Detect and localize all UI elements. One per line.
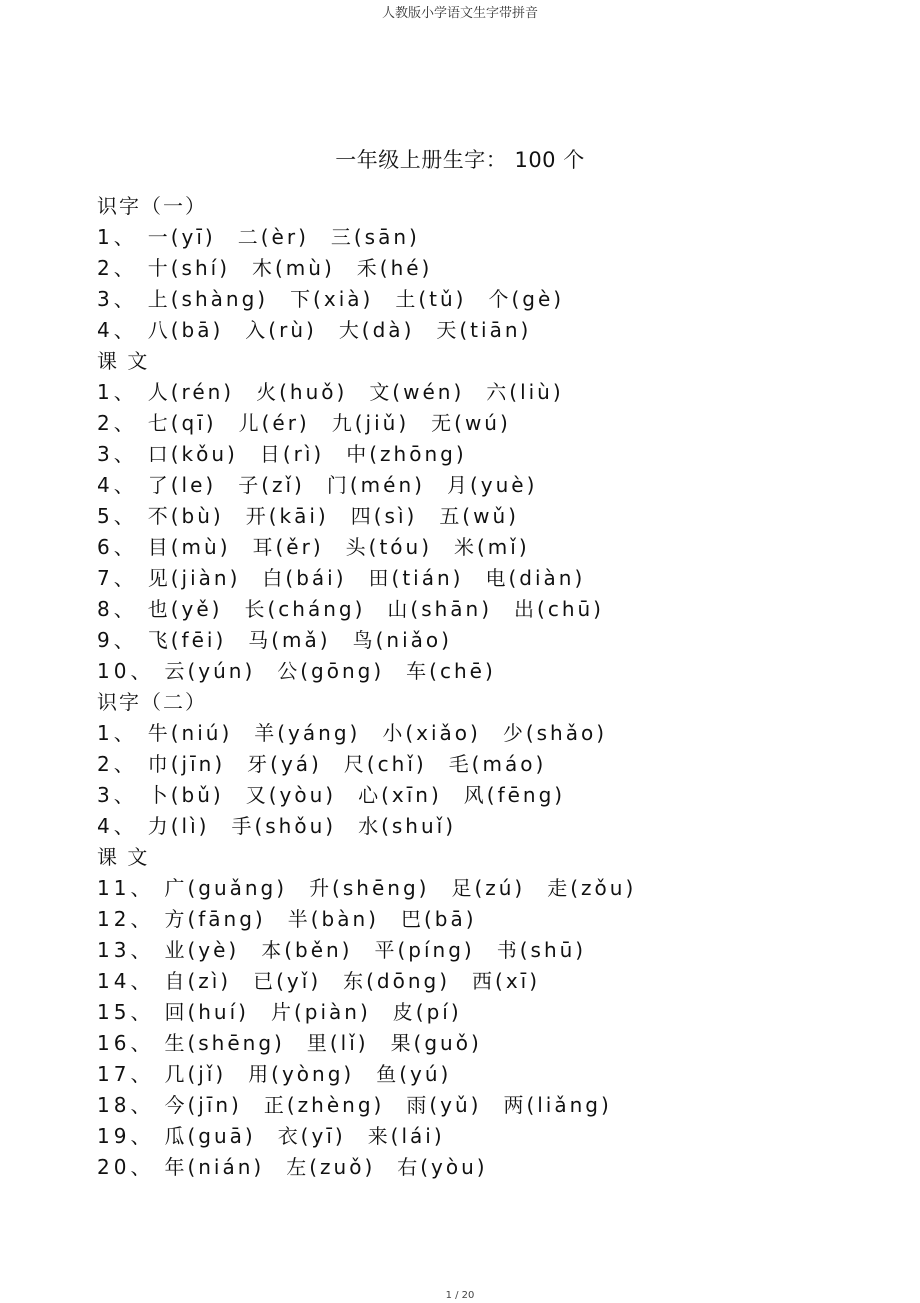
character-entry: 了(le)	[147, 473, 217, 497]
list-item	[97, 625, 897, 656]
list-item	[97, 1090, 897, 1121]
character-entry: 右(yòu)	[397, 1155, 488, 1179]
character-entry: 毛(máo)	[448, 752, 547, 776]
page-header: 人教版小学语文生字带拼音	[381, 6, 538, 21]
character-entry: 火(huǒ)	[256, 380, 348, 404]
item-number: 6、	[97, 535, 138, 559]
character-entry: 六(liù)	[486, 380, 564, 404]
character-entry: 大(dà)	[338, 318, 415, 342]
list-item	[97, 811, 897, 842]
character-entry: 禾(hé)	[356, 256, 433, 280]
section-heading: 课 文	[97, 349, 150, 373]
character-entry: 二(èr)	[237, 225, 309, 249]
character-entry: 果(guǒ)	[390, 1031, 482, 1055]
character-entry: 心(xīn)	[358, 783, 442, 807]
item-number: 19、	[97, 1124, 155, 1148]
character-entry: 力(lì)	[147, 814, 210, 838]
character-entry: 瓜(guā)	[164, 1124, 256, 1148]
list-item	[97, 253, 897, 284]
list-item	[97, 1152, 897, 1183]
item-number: 1、	[97, 380, 138, 404]
item-number: 17、	[97, 1062, 155, 1086]
character-entry: 里(lǐ)	[306, 1031, 369, 1055]
item-number: 14、	[97, 969, 155, 993]
list-item	[97, 1121, 897, 1152]
character-entry: 皮(pí)	[392, 1000, 462, 1024]
character-entry: 门(mén)	[326, 473, 425, 497]
list-item	[97, 873, 897, 904]
list-item	[97, 408, 897, 439]
character-entry: 雨(yǔ)	[406, 1093, 482, 1117]
list-item	[97, 594, 897, 625]
list-item	[97, 997, 897, 1028]
list-item	[97, 780, 897, 811]
character-entry: 电(diàn)	[485, 566, 586, 590]
page-number: 1 / 20	[445, 1290, 475, 1301]
character-entry: 走(zǒu)	[547, 876, 637, 900]
list-item	[97, 470, 897, 501]
character-entry: 广(guǎng)	[164, 876, 288, 900]
character-entry: 来(lái)	[367, 1124, 445, 1148]
character-entry: 衣(yī)	[277, 1124, 346, 1148]
character-entry: 马(mǎ)	[248, 628, 331, 652]
character-entry: 儿(ér)	[238, 411, 310, 435]
character-entry: 鸟(niǎo)	[352, 628, 452, 652]
character-entry: 米(mǐ)	[454, 535, 530, 559]
character-entry: 左(zuǒ)	[286, 1155, 376, 1179]
character-entry: 巴(bā)	[400, 907, 477, 931]
character-entry: 七(qī)	[147, 411, 217, 435]
character-entry: 见(jiàn)	[147, 566, 241, 590]
character-entry: 开(kāi)	[245, 504, 329, 528]
character-entry: 目(mù)	[147, 535, 231, 559]
character-list	[97, 191, 897, 1183]
character-entry: 生(shēng)	[164, 1031, 285, 1055]
character-entry: 日(rì)	[259, 442, 325, 466]
character-entry: 云(yún)	[164, 659, 256, 683]
character-entry: 本(běn)	[261, 938, 353, 962]
item-number: 8、	[97, 597, 138, 621]
list-item	[97, 935, 897, 966]
item-number: 2、	[97, 256, 138, 280]
item-number: 16、	[97, 1031, 155, 1055]
character-entry: 风(fēng)	[463, 783, 566, 807]
item-number: 13、	[97, 938, 155, 962]
item-number: 18、	[97, 1093, 155, 1117]
list-item	[97, 656, 897, 687]
character-entry: 一(yī)	[147, 225, 216, 249]
character-entry: 口(kǒu)	[147, 442, 238, 466]
character-entry: 自(zì)	[164, 969, 232, 993]
character-entry: 用(yòng)	[248, 1062, 355, 1086]
character-entry: 入(rù)	[245, 318, 317, 342]
character-entry: 月(yuè)	[446, 473, 538, 497]
list-item	[97, 1028, 897, 1059]
character-entry: 土(tǔ)	[395, 287, 467, 311]
character-entry: 也(yě)	[147, 597, 223, 621]
character-entry: 东(dōng)	[343, 969, 451, 993]
item-number: 3、	[97, 442, 138, 466]
character-entry: 回(huí)	[164, 1000, 249, 1024]
character-entry: 手(shǒu)	[231, 814, 337, 838]
item-number: 10、	[97, 659, 155, 683]
item-number: 20、	[97, 1155, 155, 1179]
item-number: 2、	[97, 752, 138, 776]
character-entry: 白(bái)	[262, 566, 347, 590]
item-number: 2、	[97, 411, 138, 435]
character-entry: 十(shí)	[147, 256, 230, 280]
list-item	[97, 718, 897, 749]
list-item	[97, 904, 897, 935]
character-entry: 个(gè)	[488, 287, 565, 311]
item-number: 12、	[97, 907, 155, 931]
character-entry: 中(zhōng)	[346, 442, 467, 466]
character-entry: 四(sì)	[350, 504, 418, 528]
character-entry: 山(shān)	[387, 597, 493, 621]
character-entry: 人(rén)	[147, 380, 235, 404]
page-title: 一年级上册生字： 100 个	[335, 148, 585, 172]
character-entry: 耳(ěr)	[252, 535, 324, 559]
character-entry: 田(tián)	[368, 566, 464, 590]
character-entry: 业(yè)	[164, 938, 240, 962]
item-number: 4、	[97, 473, 138, 497]
list-item	[97, 315, 897, 346]
character-entry: 车(chē)	[406, 659, 496, 683]
character-entry: 飞(fēi)	[147, 628, 227, 652]
item-number: 9、	[97, 628, 138, 652]
list-item	[97, 532, 897, 563]
character-entry: 几(jǐ)	[164, 1062, 227, 1086]
character-entry: 方(fāng)	[164, 907, 266, 931]
list-item	[97, 563, 897, 594]
item-number: 1、	[97, 225, 138, 249]
character-entry: 三(sān)	[330, 225, 420, 249]
list-item	[97, 222, 897, 253]
item-number: 1、	[97, 721, 138, 745]
character-entry: 尺(chǐ)	[343, 752, 427, 776]
list-item	[97, 501, 897, 532]
character-entry: 卜(bǔ)	[147, 783, 224, 807]
character-entry: 木(mù)	[252, 256, 335, 280]
character-entry: 天(tiān)	[436, 318, 532, 342]
list-item	[97, 439, 897, 470]
character-entry: 长(cháng)	[244, 597, 366, 621]
section-heading: 识字（一）	[97, 194, 207, 218]
item-number: 11、	[97, 876, 155, 900]
character-entry: 已(yǐ)	[253, 969, 322, 993]
section-heading: 识字（二）	[97, 690, 207, 714]
list-item	[97, 749, 897, 780]
character-entry: 两(liǎng)	[503, 1093, 612, 1117]
character-entry: 升(shēng)	[309, 876, 430, 900]
character-entry: 公(gōng)	[277, 659, 385, 683]
character-entry: 头(tóu)	[345, 535, 432, 559]
character-entry: 半(bàn)	[287, 907, 379, 931]
character-entry: 上(shàng)	[147, 287, 269, 311]
character-entry: 文(wén)	[369, 380, 465, 404]
item-number: 5、	[97, 504, 138, 528]
character-entry: 足(zú)	[451, 876, 526, 900]
section-heading: 课 文	[97, 845, 150, 869]
item-number: 3、	[97, 783, 138, 807]
character-entry: 鱼(yú)	[376, 1062, 452, 1086]
list-item	[97, 966, 897, 997]
character-entry: 出(chū)	[514, 597, 604, 621]
character-entry: 九(jiǔ)	[331, 411, 410, 435]
character-entry: 牙(yá)	[247, 752, 322, 776]
character-entry: 羊(yáng)	[254, 721, 361, 745]
character-entry: 又(yòu)	[245, 783, 337, 807]
list-item	[97, 377, 897, 408]
character-entry: 水(shuǐ)	[358, 814, 457, 838]
character-entry: 正(zhèng)	[263, 1093, 385, 1117]
character-entry: 片(piàn)	[270, 1000, 371, 1024]
character-entry: 少(shǎo)	[502, 721, 608, 745]
character-entry: 小(xiǎo)	[382, 721, 481, 745]
list-item	[97, 1059, 897, 1090]
item-number: 4、	[97, 814, 138, 838]
character-entry: 牛(niú)	[147, 721, 233, 745]
list-item	[97, 284, 897, 315]
character-entry: 子(zǐ)	[238, 473, 305, 497]
character-entry: 年(nián)	[164, 1155, 265, 1179]
item-number: 3、	[97, 287, 138, 311]
character-entry: 今(jīn)	[164, 1093, 242, 1117]
item-number: 7、	[97, 566, 138, 590]
character-entry: 平(píng)	[374, 938, 475, 962]
item-number: 15、	[97, 1000, 155, 1024]
character-entry: 巾(jīn)	[147, 752, 226, 776]
character-entry: 西(xī)	[472, 969, 541, 993]
character-entry: 下(xià)	[290, 287, 374, 311]
item-number: 4、	[97, 318, 138, 342]
character-entry: 书(shū)	[496, 938, 587, 962]
character-entry: 八(bā)	[147, 318, 224, 342]
character-entry: 五(wǔ)	[439, 504, 519, 528]
character-entry: 无(wú)	[431, 411, 511, 435]
character-entry: 不(bù)	[147, 504, 224, 528]
